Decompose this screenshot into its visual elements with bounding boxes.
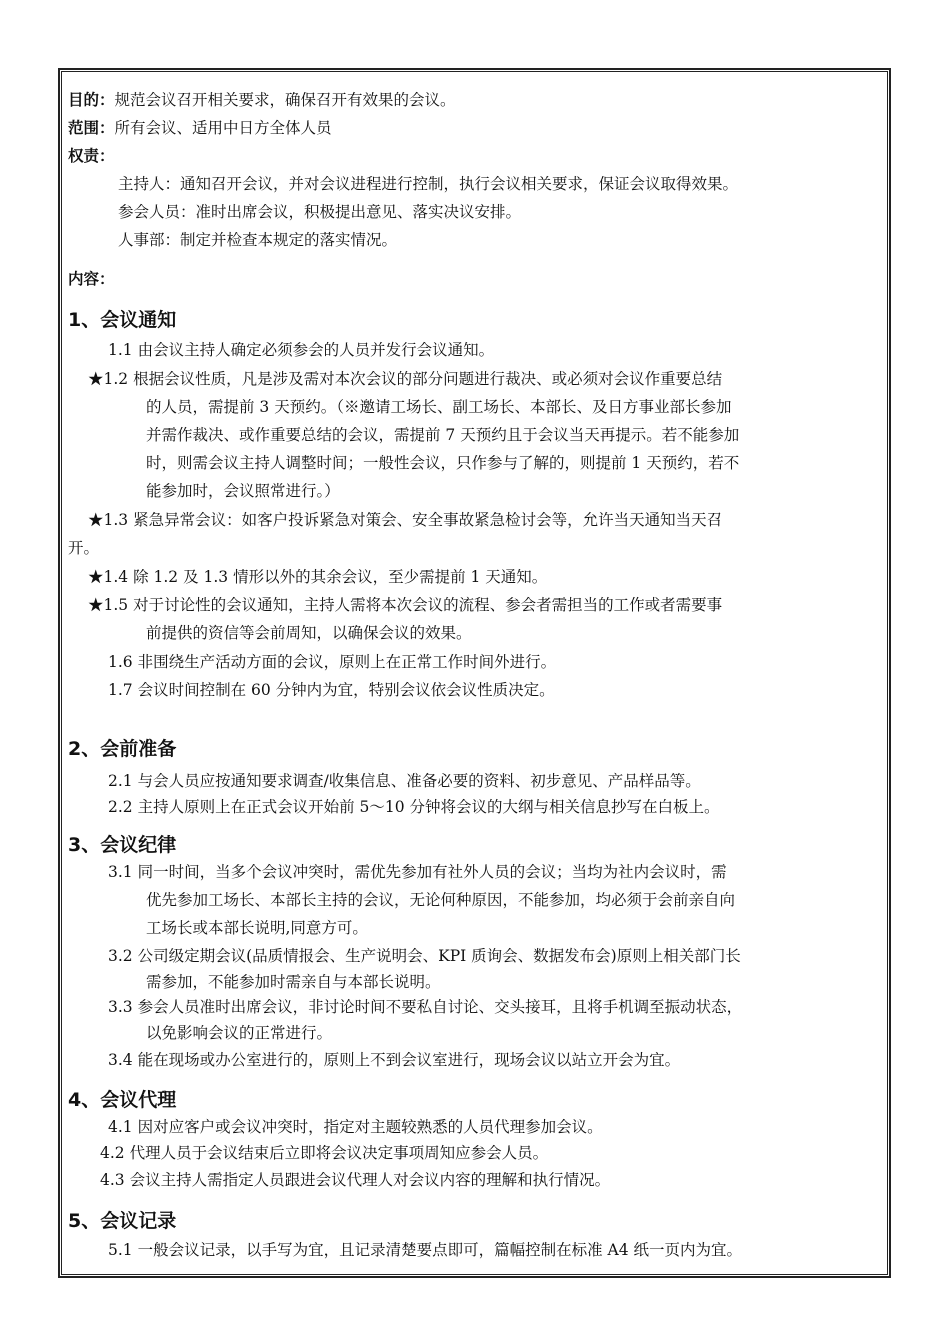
purpose-text: 规范会议召开相关要求，确保召开有效果的会议。 <box>114 91 456 109</box>
duty-attendees: 参会人员：准时出席会议，积极提出意见、落实决议安排。 <box>118 203 522 221</box>
list-item: 3.2 公司级定期会议(品质情报会、生产说明会、KPI 质询会、数据发布会)原则上相关部门长 <box>108 947 741 965</box>
list-item: 2.1 与会人员应按通知要求调查/收集信息、准备必要的资料、初步意见、产品样品等。 <box>108 772 701 790</box>
content-label: 内容： <box>68 270 115 288</box>
list-item: 5.1 一般会议记录，以手写为宜，且记录清楚要点即可，篇幅控制在标准 A4 纸一页内为宜。 <box>108 1241 742 1259</box>
duty-hr: 人事部：制定并检查本规定的落实情况。 <box>118 231 398 249</box>
section-title: 2、会前准备 <box>68 738 177 760</box>
list-item: 1.1 由会议主持人确定必须参会的人员并发行会议通知。 <box>108 341 495 359</box>
list-item: 并需作裁决、或作重要总结的会议，需提前 7 天预约且于会议当天再提示。若不能参加 <box>146 426 740 444</box>
section-title: 4、会议代理 <box>68 1089 177 1111</box>
scope-line <box>68 118 332 138</box>
document-border-inner <box>61 71 888 1275</box>
list-item: ★1.5 对于讨论性的会议通知，主持人需将本次会议的流程、参会者需担当的工作或者需要事 <box>88 596 723 614</box>
section-title: 5、会议记录 <box>68 1210 177 1232</box>
scope-label: 范围： <box>68 119 115 137</box>
list-item: 2.2 主持人原则上在正式会议开始前 5～10 分钟将会议的大纲与相关信息抄写在白板上。 <box>108 798 720 816</box>
purpose-line <box>68 90 456 110</box>
list-item: 时，则需会议主持人调整时间；一般性会议，只作参与了解的，则提前 1 天预约，若不 <box>146 454 740 472</box>
list-item: ★1.4 除 1.2 及 1.3 情形以外的其余会议，至少需提前 1 天通知。 <box>88 568 548 586</box>
list-item: 能参加时，会议照常进行。） <box>146 482 340 500</box>
list-item: 开。 <box>68 539 100 557</box>
list-item: 的人员，需提前 3 天预约。（※邀请工场长、副工场长、本部长、及日方事业部长参加 <box>146 398 732 416</box>
list-item: 4.2 代理人员于会议结束后立即将会议决定事项周知应参会人员。 <box>100 1144 549 1162</box>
list-item: 需参加，不能参加时需亲自与本部长说明。 <box>146 973 441 991</box>
list-item: 1.6 非围绕生产活动方面的会议，原则上在正常工作时间外进行。 <box>108 653 557 671</box>
list-item: 以免影响会议的正常进行。 <box>146 1024 333 1042</box>
scope-text: 所有会议、适用中日方全体人员 <box>114 119 332 137</box>
list-item: 优先参加工场长、本部长主持的会议，无论何种原因，不能参加，均必须于会前亲自向 <box>146 891 736 909</box>
list-item: 前提供的资信等会前周知，以确保会议的效果。 <box>146 624 472 642</box>
list-item: 3.3 参会人员准时出席会议，非讨论时间不要私自讨论、交头接耳，且将手机调至振动状态， <box>108 998 743 1016</box>
list-item: 1.7 会议时间控制在 60 分钟内为宜，特别会议依会议性质决定。 <box>108 681 555 699</box>
purpose-label: 目的： <box>68 91 115 109</box>
list-item: 3.4 能在现场或办公室进行的，原则上不到会议室进行，现场会议以站立开会为宜。 <box>108 1051 681 1069</box>
list-item: 4.3 会议主持人需指定人员跟进会议代理人对会议内容的理解和执行情况。 <box>100 1171 611 1189</box>
list-item: 4.1 因对应客户或会议冲突时，指定对主题较熟悉的人员代理参加会议。 <box>108 1118 603 1136</box>
list-item: 工场长或本部长说明,同意方可。 <box>146 919 368 937</box>
list-item: 3.1 同一时间，当多个会议冲突时，需优先参加有社外人员的会议；当均为社内会议时，需 <box>108 863 727 881</box>
section-title: 1、会议通知 <box>68 309 177 331</box>
list-item: ★1.2 根据会议性质，凡是涉及需对本次会议的部分问题进行裁决、或必须对会议作重要总结 <box>88 370 723 388</box>
duty-host: 主持人：通知召开会议，并对会议进程进行控制，执行会议相关要求，保证会议取得效果。 <box>118 175 739 193</box>
section-title: 3、会议纪律 <box>68 834 177 856</box>
list-item: ★1.3 紧急异常会议：如客户投诉紧急对策会、安全事故紧急检讨会等，允许当天通知当天召 <box>88 511 723 529</box>
duty-label: 权责： <box>68 147 115 165</box>
